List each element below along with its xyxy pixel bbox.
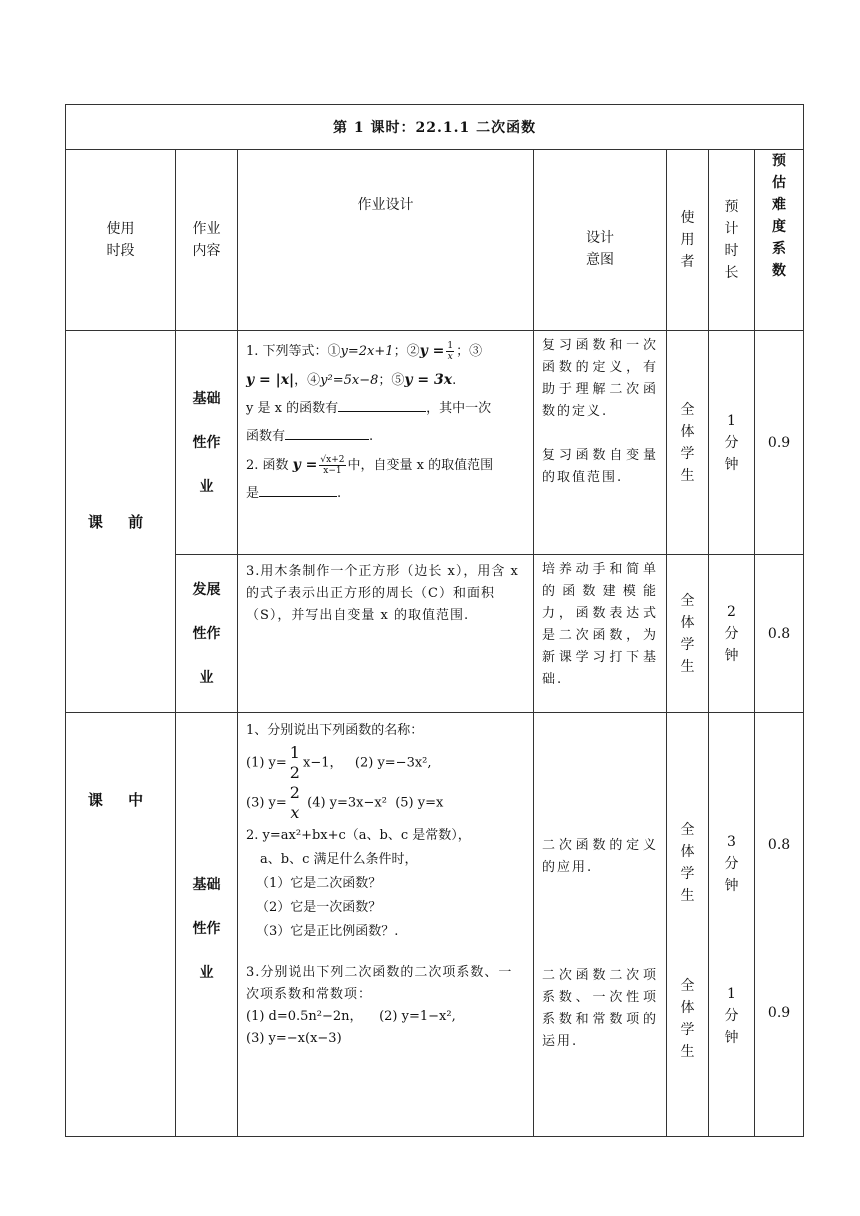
header-design: 作业设计 xyxy=(238,150,534,331)
intent-before-basic: 复习函数和一次函数的定义，有助于理解二次函数的定义. 复习函数自变量的取值范围. xyxy=(534,331,667,555)
fraction-1-over-x: $\frac{1}{x}$ xyxy=(447,341,454,362)
work-in-class: 1、分别说出下列函数的名称： (1) y= 1 2 x−1， (2) y=−3x², (3) y= 2 x (4) y=3x−x² (5) y=x 2. y=ax²+bx+c（a、b、c 是常数）， a、b、c 满足什么条件时， （1）它是二次函数？ （2）它是一次函数？ （3）它是正比例函数？. 3.分别说出下列二次函数的二次项系数、一次项系数和常数项： (1) d=0.5n²−2n， (2) y=1−x², (3) y=−x(x−3) xyxy=(238,713,534,1137)
answer-blank-domain[interactable] xyxy=(259,482,337,497)
content-type-basic: 基础 性作 业 xyxy=(176,331,238,555)
work-before-basic xyxy=(238,331,534,555)
fraction-sqrt-over-x-minus-1: $\frac{√x+2}{x-1}$ xyxy=(320,455,345,476)
content-type-development: 发展 性作 业 xyxy=(176,555,238,713)
difficulty-in-class: 0.8 0.9 xyxy=(755,713,804,1137)
answer-blank-linear[interactable] xyxy=(285,425,369,440)
intent-before-development: 培养动手和简单的函数建模能力，函数表达式是二次函数，为新课学习打下基础. xyxy=(534,555,667,713)
question-1-line-1: 1. 下列等式：①y=2x+1；②y = $\frac{1}{x}$ ；③ xyxy=(246,341,483,362)
header-difficulty: 预 估 难 度 系 数 xyxy=(755,150,804,331)
time-in-class: 3 分 钟 1 分 钟 xyxy=(709,713,755,1137)
header-content: 作业 内容 xyxy=(176,150,238,331)
difficulty-before-basic: 0.9 xyxy=(755,331,804,555)
question-1-line-2: y = |x|，④y²=5x−8；⑤y = 3x. xyxy=(246,372,457,388)
difficulty-before-development: 0.8 xyxy=(755,555,804,713)
lesson-title: 第 1 课时：22.1.1 二次函数 xyxy=(66,105,804,150)
time-before-development: 2 分 钟 xyxy=(709,555,755,713)
header-user: 使 用 者 xyxy=(667,150,709,331)
content-type-in-class: 基础 性作 业 xyxy=(176,713,238,1137)
stage-before-class: 课 前 xyxy=(66,331,176,713)
question-2-line-1: 2. 函数 y = $\frac{√x+2}{x-1}$ 中，自变量 x 的取值范围 xyxy=(246,455,494,476)
homework-design-table xyxy=(65,104,804,1137)
header-intent: 设计 意图 xyxy=(534,150,667,331)
user-before-basic: 全 体 学 生 xyxy=(667,331,709,555)
in-class-q1-row-2: (3) y= 2 x (4) y=3x−x² (5) y=x xyxy=(246,783,444,822)
header-period: 使用 时段 xyxy=(66,150,176,331)
work-before-development: 3.用木条制作一个正方形（边长 x），用含 x 的式子表示出正方形的周长（C）和面积（S），并写出自变量 x 的取值范围. xyxy=(238,555,534,713)
stage-in-class: 课 中 xyxy=(66,713,176,1137)
user-in-class: 全 体 学 生 全 体 学 生 xyxy=(667,713,709,1137)
time-before-basic: 1 分 钟 xyxy=(709,331,755,555)
intent-in-class: 二次函数的定义的应用. 二次函数二次项系数、一次性项系数和常数项的运用. xyxy=(534,713,667,1137)
question-2-line-2: 是 . xyxy=(246,480,525,508)
user-before-development: 全 体 学 生 xyxy=(667,555,709,713)
question-1-line-3: y 是 x 的函数有 ，其中一次 xyxy=(246,395,525,423)
question-1-line-4: 函数有 . xyxy=(246,423,525,451)
answer-blank-functions[interactable] xyxy=(338,397,426,412)
in-class-q1-row-1: (1) y= 1 2 x−1， (2) y=−3x², xyxy=(246,743,432,782)
header-time: 预 计 时 长 xyxy=(709,150,755,331)
